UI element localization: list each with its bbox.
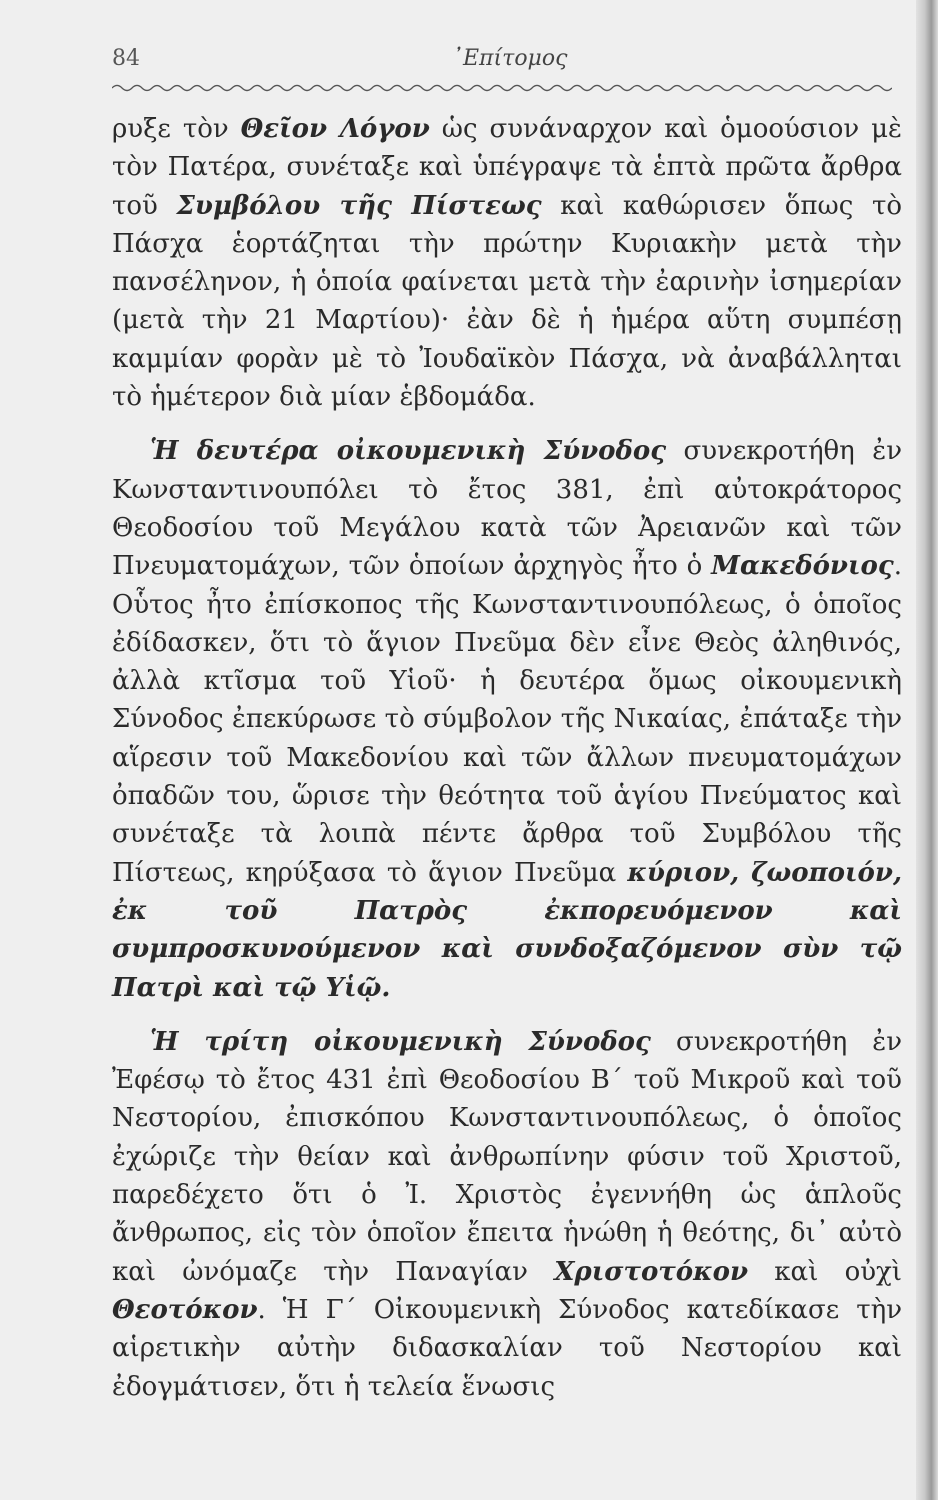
text-run: συνεκροτήθη ἐν Κωνσταντινουπόλει τὸ ἔτος 381, ἐπὶ αὐτοκράτορος Θεοδοσίου τοῦ Μεγάλου κατὰ τῶν Ἀρειανῶν καὶ τῶν Πνευματομάχων, τῶν ὁποίων ἀρχηγὸς ἦτο ὁ bbox=[112, 436, 902, 582]
text-run: συνεκροτήθη ἐν Ἐφέσῳ τὸ ἔτος 431 ἐπὶ Θεοδοσίου Β΄ τοῦ Μικροῦ καὶ τοῦ Νεστορίου, ἐπισκόπου Κωνσταντινουπόλεως, ὁ ὁποῖος ἐχώριζε τὴν θείαν καὶ ἀνθρωπίνην φύσιν τοῦ Χριστοῦ, παρεδέχετο ὅτι ὁ Ἰ. Χριστὸς ἐγεννήθη ὡς ἁπλοῦς ἄνθρωπος, εἰς τὸν ὁποῖον ἔπειτα ἡνώθη ἡ θεότης, δι᾿ αὐτὸ καὶ ὠνόμαζε τὴν Παναγίαν bbox=[112, 1026, 903, 1287]
page-body bbox=[112, 110, 902, 1422]
emphasized-text: Ἡ τρίτη οἰκουμενικὴ Σύνοδος bbox=[150, 1026, 651, 1057]
text-run: ρυξε τὸν bbox=[112, 114, 241, 144]
emphasized-text: Χριστοτόκον bbox=[554, 1256, 749, 1287]
paragraph bbox=[112, 432, 902, 1006]
page-binding-shadow bbox=[916, 0, 938, 1500]
text-run: ὡς συνάναρχον καὶ ὁμοούσιον μὲ τὸν Πατέρα, συνέταξε καὶ ὑπέγραψε τὰ ἑπτὰ πρῶτα ἄρθρα τοῦ bbox=[112, 114, 902, 221]
header-wavy-rule bbox=[112, 82, 892, 94]
emphasized-text: Θεῖον Λόγον bbox=[240, 114, 430, 144]
paragraph bbox=[112, 1023, 902, 1406]
text-run: . Οὗτος ἦτο ἐπίσκοπος τῆς Κωνσταντινουπόλεως, ὁ ὁποῖος ἐδίδασκεν, ὅτι τὸ ἅγιον Πνεῦμα δὲν εἶνε Θεὸς ἀληθινός, ἀλλὰ κτῖσμα τοῦ Υἱοῦ· ἡ δευτέρα ὅμως οἰκουμενικὴ Σύνοδος ἐπεκύρωσε τὸ σύμβολον τῆς Νικαίας, ἐπάταξε τὴν αἵρεσιν τοῦ Μακεδονίου καὶ τῶν ἄλλων πνευματομάχων ὀπαδῶν του, ὥρισε τὴν θεότητα τοῦ ἁγίου Πνεύματος καὶ συνέταξε τὰ λοιπὰ πέντε ἄρθρα τοῦ Συμβόλου τῆς Πίστεως, κηρύξασα τὸ ἅγιον Πνεῦμα bbox=[112, 551, 902, 888]
emphasized-text: Συμβόλου τῆς Πίστεως bbox=[176, 190, 542, 221]
emphasized-text: Θεοτόκον bbox=[112, 1294, 258, 1325]
text-run: . Ἡ Γ΄ Οἰκουμενικὴ Σύνοδος κατεδίκασε τὴν αἱρετικὴν αὐτὴν διδασκαλίαν τοῦ Νεστορίου καὶ ἐδογμάτισεν, ὅτι ἡ τελεία ἕνωσις bbox=[112, 1294, 902, 1402]
emphasized-text: κύριον, ζωοποιόν, ἐκ τοῦ Πατρὸς ἐκπορευόμενον καὶ συμπροσκυνούμενον καὶ συνδοξαζόμενον σὺν τῷ Πατρὶ καὶ τῷ Υἱῷ. bbox=[112, 857, 902, 1003]
emphasized-text: Μακεδόνιος bbox=[711, 551, 894, 582]
running-title: ᾿Επίτομος bbox=[452, 46, 568, 71]
emphasized-text: Ἡ δευτέρα οἰκουμενικὴ Σύνοδος bbox=[150, 436, 667, 467]
text-run: καὶ καθώρισεν ὅπως τὸ Πάσχα ἑορτάζηται τὴν πρώτην Κυριακὴν μετὰ τὴν πανσέληνον, ἡ ὁποία φαίνεται μετὰ τὴν ἐαρινὴν ἰσημερίαν (μετὰ τὴν 21 Μαρτίου)· ἐὰν δὲ ἡ ἡμέρα αὕτη συμπέσῃ καμμίαν φορὰν μὲ τὸ Ἰουδαϊκὸν Πάσχα, νὰ ἀναβάλληται τὸ ἡμέτερον διὰ μίαν ἑβδομάδα. bbox=[112, 190, 902, 413]
paragraph bbox=[112, 110, 902, 416]
page-number: 84 bbox=[112, 46, 140, 71]
page-header bbox=[112, 46, 902, 76]
text-run: καὶ οὐχὶ bbox=[748, 1256, 902, 1287]
